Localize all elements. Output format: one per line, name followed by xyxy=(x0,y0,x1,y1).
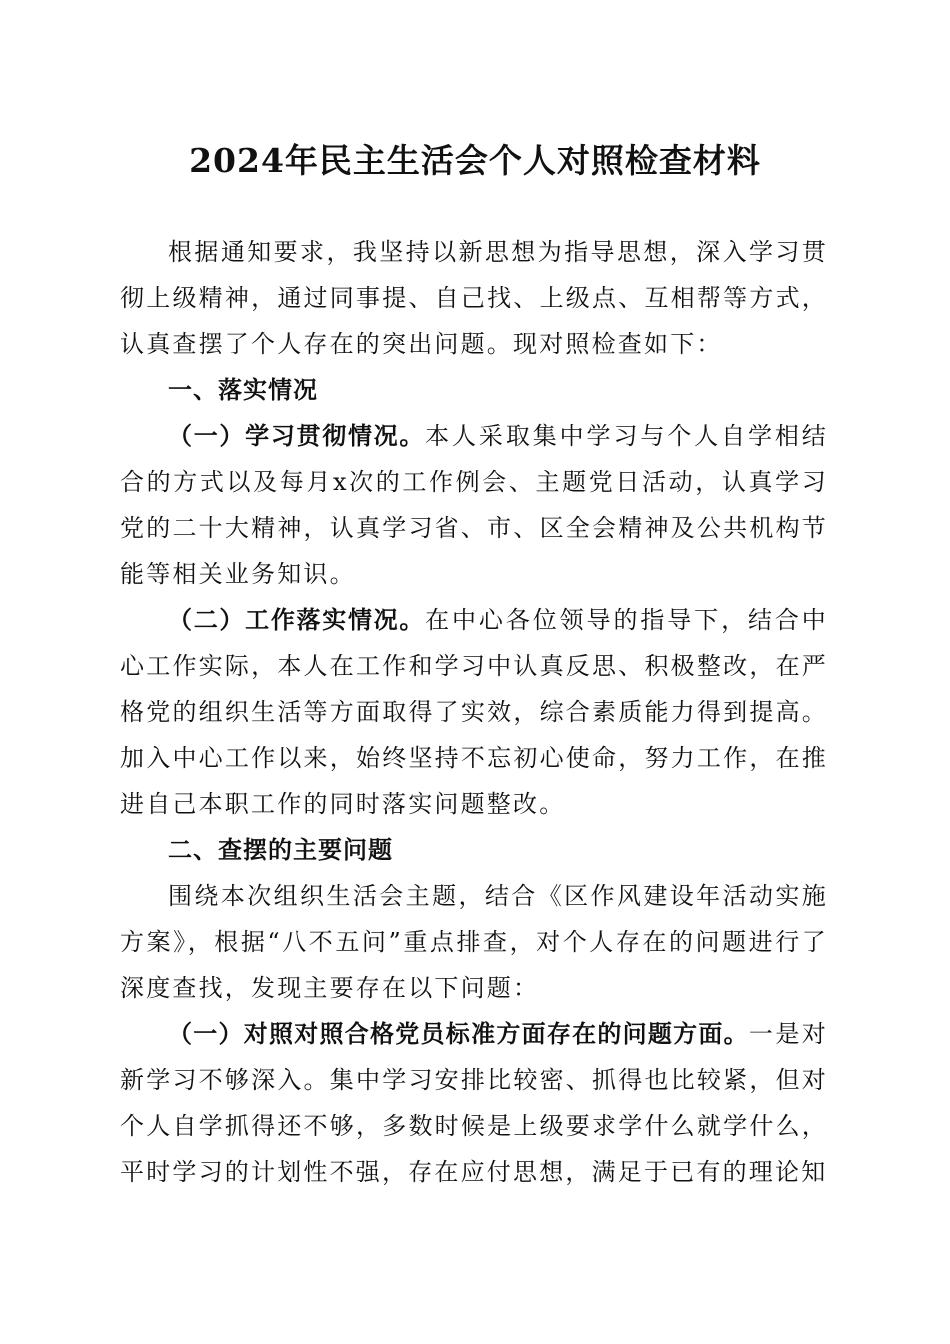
section-1-item-1-text: 本人采取集中学习与个人自学相结合的方式以及每月x次的工作例会、主题党日活动，认真学习党的二十大精神，认真学习省、市、区全会精神及公共机构节能等相关业务知识。 xyxy=(120,422,829,588)
document-title: 2024年民主生活会个人对照检查材料 xyxy=(189,141,761,180)
intro-paragraph: 根据通知要求，我坚持以新思想为指导思想，深入学习贯彻上级精神，通过同事提、自己找、上级点、互相帮等方式，认真查摆了个人存在的突出问题。现对照检查如下： xyxy=(120,238,828,358)
section-2-item-1 xyxy=(120,1011,828,1195)
section-2-intro: 围绕本次组织生活会主题，结合《区作风建设年活动实施方案》，根据“八不五问”重点排查，对个人存在的问题进行了深度查找，发现主要存在以下问题： xyxy=(120,882,828,1002)
section-1-item-1-head: （一）学习贯彻情况。 xyxy=(168,422,426,450)
section-2-item-1-text: 一是对新学习不够深入。集中学习安排比较密、抓得也比较紧，但对个人自学抓得还不够，多数时候是上级要求学什么就学什么，平时学习的计划性不强，存在应付思想，满足于已有的理论知 xyxy=(120,1020,829,1186)
document-body xyxy=(120,229,828,1195)
section-1-item-2 xyxy=(120,597,828,827)
section-1-item-2-text: 在中心各位领导的指导下，结合中心工作实际，本人在工作和学习中认真反思、积极整改，在严格党的组织生活等方面取得了实效，综合素质能力得到提高。加入中心工作以来，始终坚持不忘初心使命，努力工作，在推进自己本职工作的同时落实问题整改。 xyxy=(120,606,829,818)
section-1-item-2-head: （二）工作落实情况。 xyxy=(168,606,426,634)
section-1-item-1 xyxy=(120,413,828,597)
section-1-heading: 一、落实情况 xyxy=(168,376,318,404)
section-2-heading: 二、查摆的主要问题 xyxy=(168,836,393,864)
section-2-item-1-head: （一）对照对照合格党员标准方面存在的问题方面。 xyxy=(168,1020,749,1048)
